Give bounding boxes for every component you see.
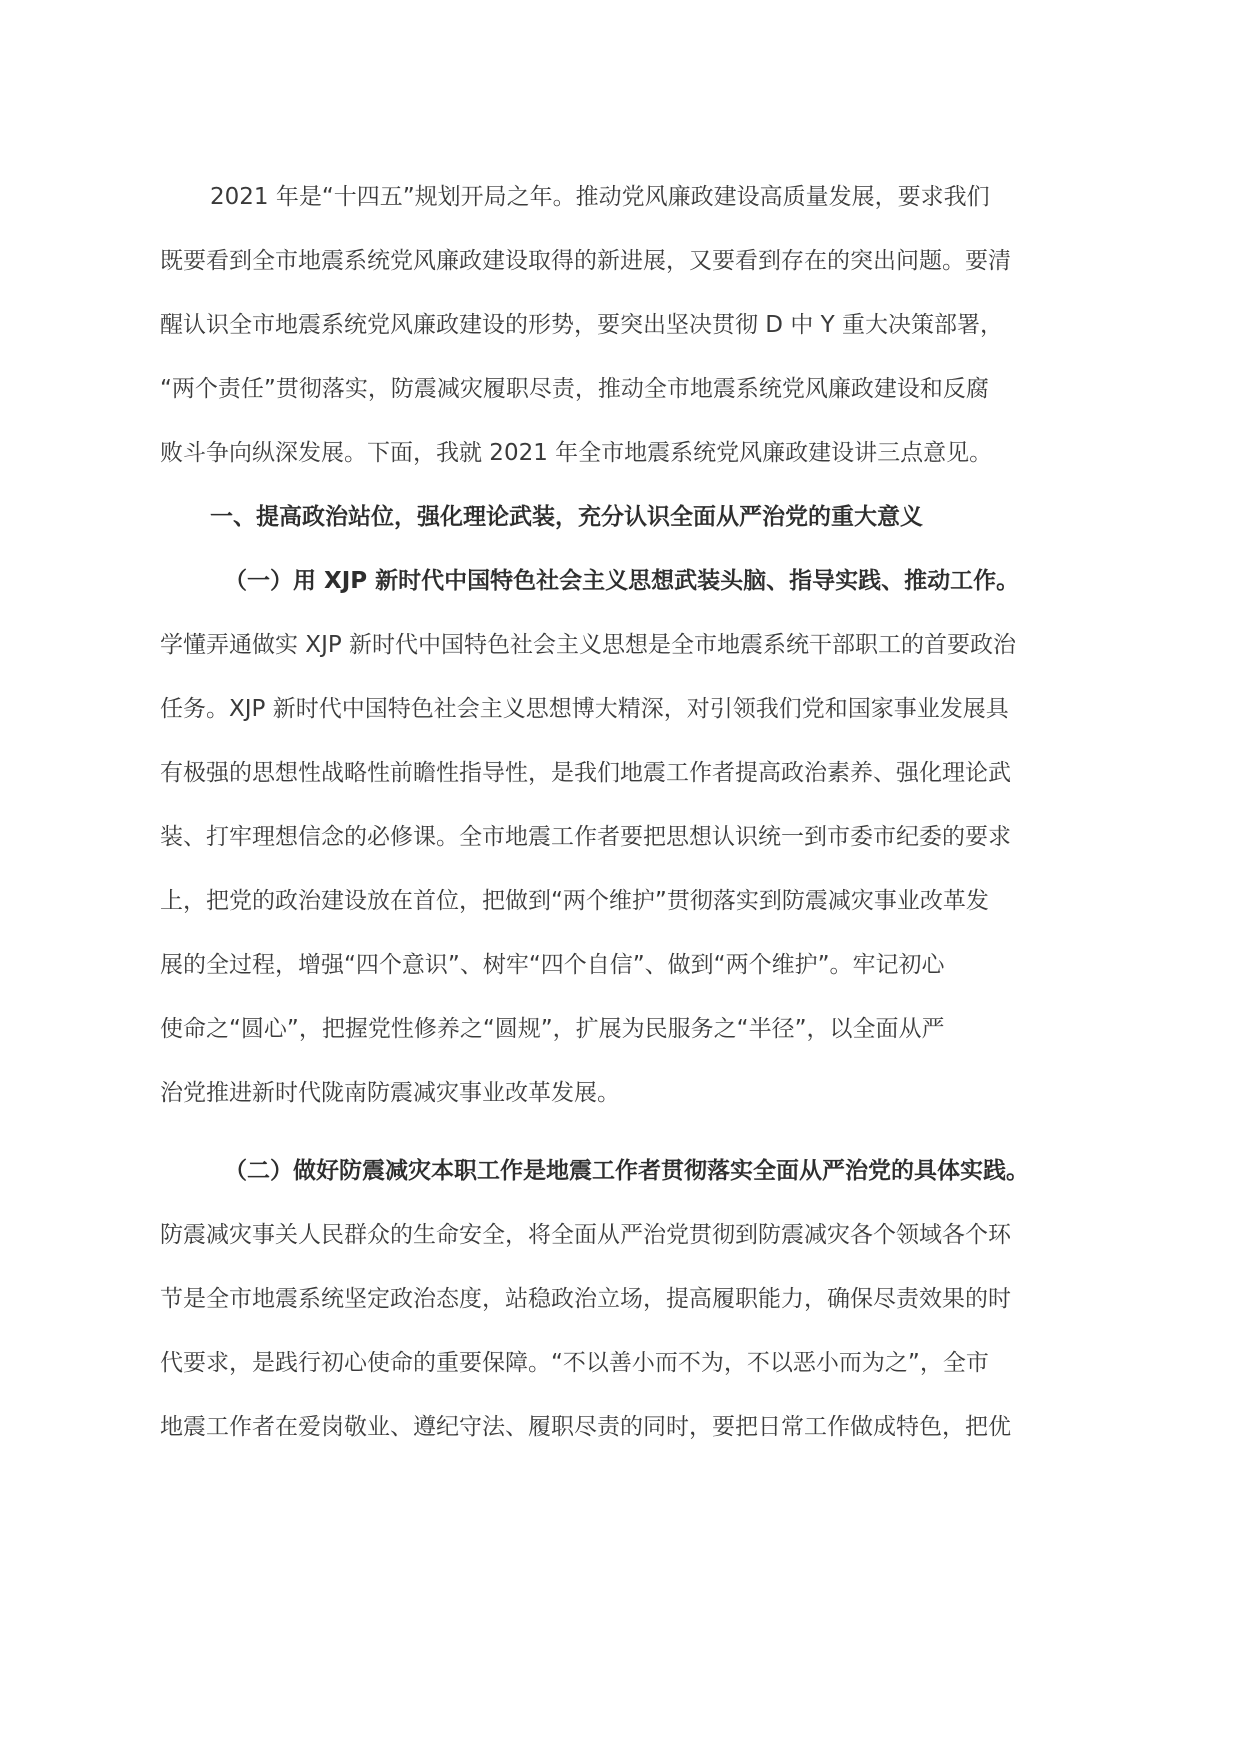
paragraph-line: 任务。XJP 新时代中国特色社会主义思想博大精深，对引领我们党和国家事业发展具 xyxy=(160,696,1009,722)
paragraph-line: 防震减灾事关人民群众的生命安全，将全面从严治党贯彻到防震减灾各个领域各个环 xyxy=(160,1222,1011,1248)
intro-paragraph xyxy=(160,165,1090,485)
paragraph-line: “两个责任”贯彻落实，防震减灾履职尽责，推动全市地震系统党风廉政建设和反腐 xyxy=(160,376,989,402)
paragraph-line: 地震工作者在爱岗敬业、遵纪守法、履职尽责的同时，要把日常工作做成特色，把优 xyxy=(160,1414,1011,1440)
subsection-one xyxy=(160,549,1090,1125)
paragraph-line: 展的全过程，增强“四个意识”、树牢“四个自信”、做到“两个维护”。牢记初心 xyxy=(160,952,945,978)
subsection-two xyxy=(160,1139,1090,1459)
paragraph-spacer xyxy=(160,1125,1090,1139)
section-heading: 一、提高政治站位，强化理论武装，充分认识全面从严治党的重大意义 xyxy=(210,504,923,530)
paragraph-line: 学懂弄通做实 XJP 新时代中国特色社会主义思想是全市地震系统干部职工的首要政治 xyxy=(160,632,1017,658)
paragraph-line: 节是全市地震系统坚定政治态度，站稳政治立场，提高履职能力，确保尽责效果的时 xyxy=(160,1286,1011,1312)
paragraph-line: 败斗争向纵深发展。下面，我就 2021 年全市地震系统党风廉政建设讲三点意见。 xyxy=(160,440,993,466)
paragraph-line: 上，把党的政治建设放在首位，把做到“两个维护”贯彻落实到防震减灾事业改革发 xyxy=(160,888,989,914)
paragraph-line: 有极强的思想性战略性前瞻性指导性，是我们地震工作者提高政治素养、强化理论武 xyxy=(160,760,1011,786)
document-body xyxy=(160,165,1090,1459)
paragraph-line: 治党推进新时代陇南防震减灾事业改革发展。 xyxy=(160,1080,620,1106)
subsection-heading: （一）用 XJP 新时代中国特色社会主义思想武装头脑、指导实践、推动工作。 xyxy=(224,568,1020,594)
paragraph-line: 醒认识全市地震系统党风廉政建设的形势，要突出坚决贯彻 D 中 Y 重大决策部署， xyxy=(160,312,1004,338)
paragraph-line: 既要看到全市地震系统党风廉政建设取得的新进展，又要看到存在的突出问题。要清 xyxy=(160,248,1011,274)
subsection-heading: （二）做好防震减灾本职工作是地震工作者贯彻落实全面从严治党的具体实践。 xyxy=(224,1158,1029,1184)
paragraph-line: 2021 年是“十四五”规划开局之年。推动党风廉政建设高质量发展，要求我们 xyxy=(210,184,990,210)
paragraph-line: 装、打牢理想信念的必修课。全市地震工作者要把思想认识统一到市委市纪委的要求 xyxy=(160,824,1011,850)
paragraph-line: 代要求，是践行初心使命的重要保障。“不以善小而不为，不以恶小而为之”，全市 xyxy=(160,1350,989,1376)
paragraph-line: 使命之“圆心”，把握党性修养之“圆规”，扩展为民服务之“半径”，以全面从严 xyxy=(160,1016,945,1042)
